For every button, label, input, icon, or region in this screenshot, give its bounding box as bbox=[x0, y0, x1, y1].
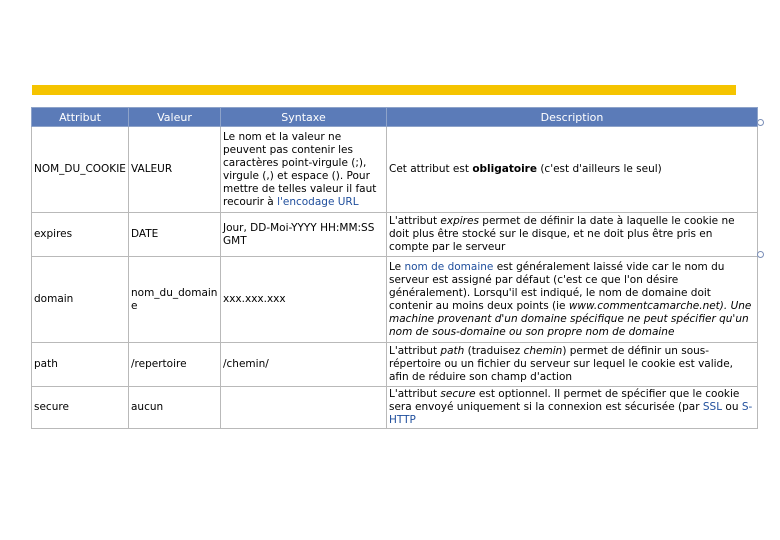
cell-valeur: DATE bbox=[129, 213, 221, 257]
cell-attribut: NOM_DU_COOKIE bbox=[32, 127, 129, 213]
encodage-url-link[interactable]: l'encodage URL bbox=[277, 195, 359, 208]
cell-attribut: secure bbox=[32, 387, 129, 429]
table-row bbox=[32, 213, 758, 257]
table-row bbox=[32, 343, 758, 387]
cell-attribut: domain bbox=[32, 257, 129, 343]
table-header-row bbox=[32, 108, 758, 127]
cell-syntaxe bbox=[221, 387, 387, 429]
cell-description: Cet attribut est obligatoire (c'est d'ailleurs le seul) bbox=[387, 127, 758, 213]
edge-handle-dot bbox=[757, 251, 764, 258]
table-row bbox=[32, 127, 758, 213]
cell-syntaxe: /chemin/ bbox=[221, 343, 387, 387]
cell-valeur: aucun bbox=[129, 387, 221, 429]
edge-handle-dot bbox=[757, 119, 764, 126]
cell-description: Le nom de domaine est généralement laissé vide car le nom du serveur est assigné par défaut (c'est ce que l'on désire généralement). Lorsqu'il est indiqué, le nom de domaine doit contenir au moins deux points (ie www.commentcamarche.net). Une machine provenant d'un domaine spécifique ne peut spécifier qu'un nom de sous-domaine ou son propre nom de domaine bbox=[387, 257, 758, 343]
header-syntaxe: Syntaxe bbox=[221, 108, 387, 127]
cell-syntaxe: xxx.xxx.xxx bbox=[221, 257, 387, 343]
cell-description: L'attribut expires permet de définir la date à laquelle le cookie ne doit plus être stocké sur le disque, et ne doit plus être pris en compte par le serveur bbox=[387, 213, 758, 257]
header-description: Description bbox=[387, 108, 758, 127]
cell-syntaxe: Jour, DD-Moi-YYYY HH:MM:SS GMT bbox=[221, 213, 387, 257]
cell-attribut: path bbox=[32, 343, 129, 387]
header-accent-bar bbox=[32, 85, 736, 95]
s-http-link[interactable]: S-HTTP bbox=[389, 401, 753, 426]
table-row bbox=[32, 387, 758, 429]
table-row bbox=[32, 257, 758, 343]
header-attribut: Attribut bbox=[32, 108, 129, 127]
cell-description: L'attribut secure est optionnel. Il permet de spécifier que le cookie sera envoyé uniquement si la connexion est sécurisée (par SSL ou S-HTTP bbox=[387, 387, 758, 429]
nom-de-domaine-link[interactable]: nom de domaine bbox=[404, 260, 494, 273]
cell-valeur: /repertoire bbox=[129, 343, 221, 387]
cell-valeur: nom_du_domaine bbox=[129, 257, 221, 343]
cell-syntaxe: Le nom et la valeur ne peuvent pas contenir les caractères point-virgule (;), virgule (,) et espace (). Pour mettre de telles valeur il faut recourir à l'encodage URL bbox=[221, 127, 387, 213]
header-valeur: Valeur bbox=[129, 108, 221, 127]
cookie-attributes-table bbox=[31, 107, 758, 429]
cell-attribut: expires bbox=[32, 213, 129, 257]
cell-valeur: VALEUR bbox=[129, 127, 221, 213]
cell-description: L'attribut path (traduisez chemin) permet de définir un sous-répertoire ou un fichier du serveur sur lequel le cookie est valide, afin de réduire son champ d'action bbox=[387, 343, 758, 387]
ssl-link[interactable]: SSL bbox=[702, 401, 723, 413]
